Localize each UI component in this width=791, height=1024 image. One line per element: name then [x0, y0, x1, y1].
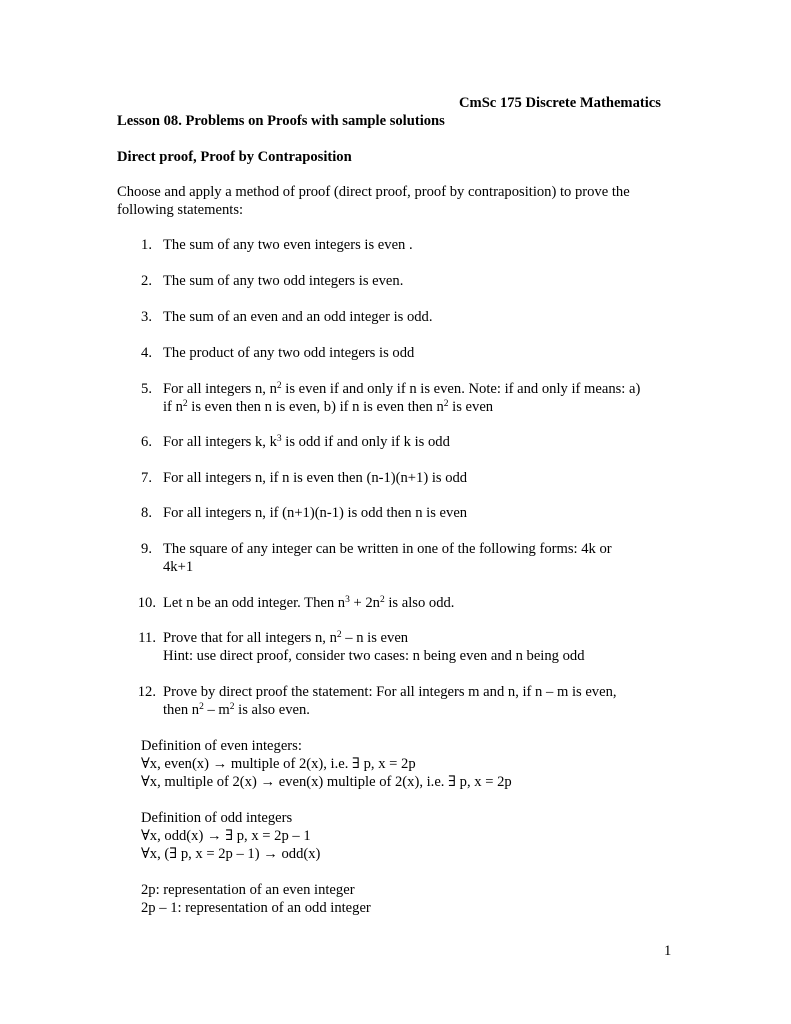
even-representation: 2p: representation of an even integer	[141, 882, 355, 898]
odd-definition-line-1: ∀x, odd(x) → ∃ p, x = 2p – 1	[141, 828, 311, 844]
list-item-number: 8.	[141, 505, 152, 521]
list-item-text-line-2: then $n^2 - m^2$ is also even.	[163, 702, 310, 718]
even-definition-title: Definition of even integers:	[141, 738, 302, 754]
list-item-text-line-1: Prove by direct proof the statement: For all integers m and n, if n – m is even,	[163, 684, 617, 700]
list-item-text: For all integers k, $k^3$ is odd if and only if k is odd	[163, 434, 450, 450]
list-item-number: 11.	[138, 630, 156, 646]
odd-representation: 2p – 1: representation of an odd integer	[141, 900, 371, 916]
list-item-text: For all integers n, if n is even then (n-1)(n+1) is odd	[163, 470, 468, 486]
even-definition-line-1: ∀x, even(x) → multiple of 2(x), i.e. ∃ p, x = 2p	[141, 756, 416, 772]
list-item-text: The sum of any two even integers is even .	[163, 237, 413, 253]
list-item-number: 6.	[141, 434, 152, 450]
list-item-text: The sum of any two odd integers is even.	[163, 273, 404, 289]
list-item-number: 10.	[137, 595, 156, 611]
list-item-hint: Hint: use direct proof, consider two cases: n being even and n being odd	[163, 648, 585, 664]
list-item-number: 2.	[141, 273, 152, 289]
section-title: Direct proof, Proof by Contraposition	[117, 149, 352, 165]
list-item-text: For all integers n, if (n+1)(n-1) is odd then n is even	[163, 505, 468, 521]
odd-definition-line-2: ∀x, (∃ p, x = 2p – 1) → odd(x)	[141, 846, 321, 862]
list-item-text-line-2: if $n^2$ is even then n is even, b) if n is even then $n^2$ is even	[163, 399, 494, 415]
list-item-text: The sum of an even and an odd integer is odd.	[163, 309, 433, 325]
list-item-text: Let n be an odd integer. Then $n^3 + 2n^2$ is also odd.	[163, 595, 455, 611]
list-item-text-line-2: 4k+1	[163, 559, 194, 575]
even-definition-line-2: ∀x, multiple of 2(x) → even(x) multiple of 2(x), i.e. ∃ p, x = 2p	[141, 774, 512, 790]
list-item-number: 5.	[141, 381, 152, 397]
list-item-text: The product of any two odd integers is odd	[163, 345, 415, 361]
odd-definition-title: Definition of odd integers	[141, 810, 293, 826]
list-item-number: 7.	[141, 470, 152, 486]
list-item-number: 12.	[137, 684, 156, 700]
intro-line-1: Choose and apply a method of proof (direct proof, proof by contraposition) to prove the	[117, 184, 630, 200]
course-title: CmSc 175 Discrete Mathematics	[459, 95, 661, 111]
list-item-number: 1.	[141, 237, 152, 253]
list-item-number: 4.	[141, 345, 152, 361]
intro-line-2: following statements:	[117, 202, 244, 218]
list-item-number: 3.	[141, 309, 152, 325]
lesson-title: Lesson 08. Problems on Proofs with sample solutions	[117, 113, 445, 129]
list-item-text-line-1: For all integers n, $n^2$ is even if and only if n is even. Note: if and only if means: a)	[163, 381, 641, 397]
list-item-text-line-1: The square of any integer can be written in one of the following forms: 4k or	[163, 541, 612, 557]
page-number: 1	[664, 943, 672, 959]
list-item-number: 9.	[141, 541, 152, 557]
list-item-text-line-1: Prove that for all integers n, $n^2$ – n is even	[163, 630, 409, 646]
